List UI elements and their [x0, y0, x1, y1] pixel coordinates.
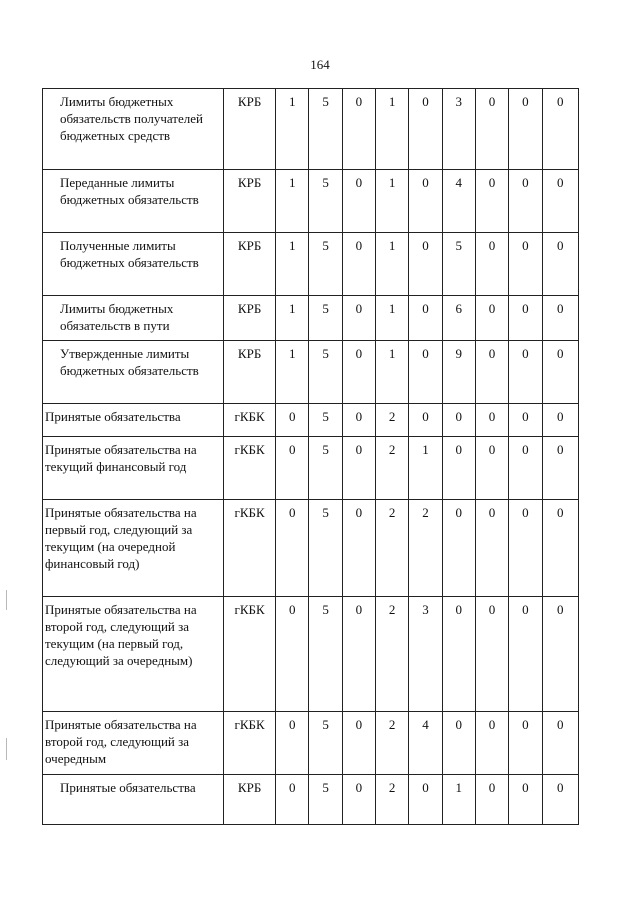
row-digit-5: 0: [409, 296, 442, 341]
row-digit-3: 0: [342, 233, 375, 296]
row-digit-2: 5: [309, 500, 342, 597]
row-digit-7: 0: [475, 89, 508, 170]
row-digit-3: 0: [342, 597, 375, 712]
table-row: [43, 296, 579, 341]
row-digit-3: 0: [342, 89, 375, 170]
row-digit-7: 0: [475, 500, 508, 597]
row-digit-9: 0: [542, 404, 579, 437]
row-digit-1: 1: [276, 233, 309, 296]
row-digit-9: 0: [542, 775, 579, 825]
row-label: Полученные лимиты бюджетных обязательств: [43, 233, 224, 296]
row-digit-1: 0: [276, 437, 309, 500]
table-row: [43, 775, 579, 825]
row-digit-8: 0: [509, 170, 542, 233]
table-row: [43, 404, 579, 437]
row-digit-2: 5: [309, 341, 342, 404]
row-code: КРБ: [224, 341, 276, 404]
row-digit-8: 0: [509, 233, 542, 296]
row-digit-7: 0: [475, 296, 508, 341]
row-digit-9: 0: [542, 500, 579, 597]
row-label: Принятые обязательства на второй год, следующий за очередным: [43, 712, 224, 775]
row-digit-7: 0: [475, 170, 508, 233]
row-digit-4: 2: [376, 437, 409, 500]
table-row: [43, 170, 579, 233]
row-digit-8: 0: [509, 437, 542, 500]
row-digit-7: 0: [475, 597, 508, 712]
row-digit-8: 0: [509, 341, 542, 404]
row-digit-3: 0: [342, 404, 375, 437]
row-digit-9: 0: [542, 597, 579, 712]
row-digit-1: 0: [276, 500, 309, 597]
account-codes-table: [42, 88, 579, 825]
row-digit-1: 1: [276, 341, 309, 404]
row-digit-3: 0: [342, 437, 375, 500]
row-digit-6: 1: [442, 775, 475, 825]
row-digit-6: 0: [442, 597, 475, 712]
row-digit-6: 5: [442, 233, 475, 296]
row-digit-2: 5: [309, 89, 342, 170]
row-code: гКБК: [224, 712, 276, 775]
row-digit-6: 0: [442, 404, 475, 437]
row-code: КРБ: [224, 775, 276, 825]
row-label: Принятые обязательства: [43, 775, 224, 825]
row-digit-5: 1: [409, 437, 442, 500]
row-code: гКБК: [224, 500, 276, 597]
row-digit-6: 0: [442, 437, 475, 500]
row-digit-9: 0: [542, 341, 579, 404]
table-row: [43, 597, 579, 712]
row-digit-3: 0: [342, 296, 375, 341]
table-row: [43, 712, 579, 775]
row-digit-4: 1: [376, 170, 409, 233]
row-label: Лимиты бюджетных обязательств получателей бюджетных средств: [43, 89, 224, 170]
row-digit-2: 5: [309, 597, 342, 712]
row-digit-1: 1: [276, 89, 309, 170]
table-row: [43, 341, 579, 404]
row-code: гКБК: [224, 404, 276, 437]
row-digit-2: 5: [309, 404, 342, 437]
row-label: Переданные лимиты бюджетных обязательств: [43, 170, 224, 233]
row-digit-5: 0: [409, 341, 442, 404]
table-row: [43, 437, 579, 500]
row-digit-2: 5: [309, 170, 342, 233]
page-number: 164: [310, 57, 330, 72]
row-digit-9: 0: [542, 296, 579, 341]
row-digit-8: 0: [509, 775, 542, 825]
row-digit-8: 0: [509, 712, 542, 775]
row-digit-3: 0: [342, 170, 375, 233]
row-digit-7: 0: [475, 437, 508, 500]
row-digit-6: 9: [442, 341, 475, 404]
table-row: [43, 500, 579, 597]
row-digit-8: 0: [509, 89, 542, 170]
row-digit-8: 0: [509, 597, 542, 712]
table-row: [43, 233, 579, 296]
row-digit-7: 0: [475, 775, 508, 825]
row-digit-3: 0: [342, 775, 375, 825]
row-code: КРБ: [224, 170, 276, 233]
row-digit-2: 5: [309, 775, 342, 825]
row-digit-4: 2: [376, 775, 409, 825]
row-digit-1: 1: [276, 170, 309, 233]
row-digit-9: 0: [542, 233, 579, 296]
row-code: КРБ: [224, 233, 276, 296]
row-digit-5: 0: [409, 233, 442, 296]
row-digit-5: 0: [409, 170, 442, 233]
row-digit-2: 5: [309, 437, 342, 500]
row-digit-6: 4: [442, 170, 475, 233]
table-row: [43, 89, 579, 170]
row-digit-8: 0: [509, 404, 542, 437]
row-label: Принятые обязательства на второй год, следующий за текущим (на первый год, следующий за очередным): [43, 597, 224, 712]
row-digit-5: 0: [409, 89, 442, 170]
row-digit-9: 0: [542, 170, 579, 233]
row-digit-9: 0: [542, 89, 579, 170]
row-digit-4: 2: [376, 712, 409, 775]
row-code: гКБК: [224, 597, 276, 712]
row-digit-8: 0: [509, 500, 542, 597]
row-digit-7: 0: [475, 341, 508, 404]
row-code: КРБ: [224, 89, 276, 170]
row-digit-5: 0: [409, 775, 442, 825]
scan-margin-mark: [6, 590, 7, 610]
row-digit-4: 2: [376, 597, 409, 712]
row-digit-1: 0: [276, 712, 309, 775]
row-digit-2: 5: [309, 712, 342, 775]
row-code: КРБ: [224, 296, 276, 341]
row-digit-4: 1: [376, 233, 409, 296]
row-digit-9: 0: [542, 712, 579, 775]
scan-margin-mark: [6, 738, 7, 760]
row-digit-1: 1: [276, 296, 309, 341]
row-digit-5: 0: [409, 404, 442, 437]
row-label: Принятые обязательства на первый год, следующий за текущим (на очередной финансовый год): [43, 500, 224, 597]
row-digit-6: 6: [442, 296, 475, 341]
row-digit-1: 0: [276, 404, 309, 437]
row-digit-6: 0: [442, 500, 475, 597]
row-label: Лимиты бюджетных обязательств в пути: [43, 296, 224, 341]
row-digit-5: 3: [409, 597, 442, 712]
row-digit-1: 0: [276, 775, 309, 825]
row-digit-7: 0: [475, 233, 508, 296]
row-digit-4: 1: [376, 89, 409, 170]
row-digit-3: 0: [342, 712, 375, 775]
row-digit-4: 2: [376, 404, 409, 437]
row-digit-4: 1: [376, 296, 409, 341]
row-digit-6: 3: [442, 89, 475, 170]
row-digit-7: 0: [475, 712, 508, 775]
row-digit-1: 0: [276, 597, 309, 712]
row-digit-7: 0: [475, 404, 508, 437]
row-digit-2: 5: [309, 233, 342, 296]
row-digit-5: 4: [409, 712, 442, 775]
row-digit-3: 0: [342, 341, 375, 404]
row-digit-5: 2: [409, 500, 442, 597]
row-digit-6: 0: [442, 712, 475, 775]
row-digit-4: 1: [376, 341, 409, 404]
row-label: Принятые обязательства: [43, 404, 224, 437]
row-code: гКБК: [224, 437, 276, 500]
row-label: Принятые обязательства на текущий финансовый год: [43, 437, 224, 500]
row-label: Утвержденные лимиты бюджетных обязательств: [43, 341, 224, 404]
row-digit-8: 0: [509, 296, 542, 341]
row-digit-3: 0: [342, 500, 375, 597]
row-digit-9: 0: [542, 437, 579, 500]
row-digit-4: 2: [376, 500, 409, 597]
row-digit-2: 5: [309, 296, 342, 341]
